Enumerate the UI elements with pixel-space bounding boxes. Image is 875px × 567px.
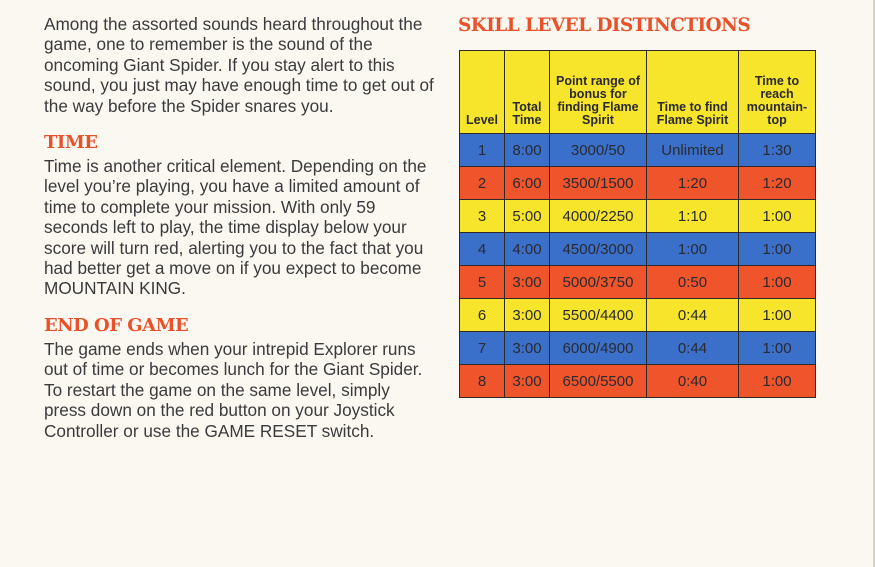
cell-point-range: 6500/5500 xyxy=(550,365,647,398)
cell-point-range: 6000/4900 xyxy=(550,332,647,365)
table-row xyxy=(460,200,816,233)
cell-time-to-reach: 1:00 xyxy=(739,332,816,365)
cell-point-range: 4500/3000 xyxy=(550,233,647,266)
cell-time-to-reach: 1:00 xyxy=(739,365,816,398)
cell-point-range: 4000/2250 xyxy=(550,200,647,233)
cell-time-to-reach: 1:00 xyxy=(739,200,816,233)
cell-point-range: 3000/50 xyxy=(550,134,647,167)
cell-time-to-reach: 1:00 xyxy=(739,266,816,299)
end-of-game-paragraph: The game ends when your intrepid Explorer runs out of time or becomes lunch for the Giant Spider. To restart the game on the same level, simply press down on the red button on your Joystick Controller or use the GAME RESET switch. xyxy=(44,338,423,441)
cell-time-to-find: 0:44 xyxy=(647,332,739,365)
end-of-game-heading: END OF GAME xyxy=(44,314,189,336)
time-heading: TIME xyxy=(44,132,98,154)
cell-total-time: 6:00 xyxy=(505,167,550,200)
table-row xyxy=(460,134,816,167)
table-row xyxy=(460,167,816,200)
cell-total-time: 3:00 xyxy=(505,332,550,365)
cell-time-to-find: Unlimited xyxy=(647,134,739,167)
skill-table-section xyxy=(459,14,816,398)
table-row xyxy=(460,365,816,398)
header-point-range: Point range of bonus for finding Flame Spirit xyxy=(550,51,647,134)
cell-total-time: 3:00 xyxy=(505,299,550,332)
cell-time-to-find: 1:00 xyxy=(647,233,739,266)
cell-total-time: 3:00 xyxy=(505,266,550,299)
time-paragraph: Time is another critical element. Depending on the level you’re playing, you have a limited amount of time to complete your mission. With only 59 seconds left to play, the time display below your score will turn red, alerting you to the fact that you had better get a move on if you expect to become MOUNTAIN KING. xyxy=(44,156,427,299)
header-time-to-reach: Time to reach mountain-top xyxy=(739,51,816,134)
header-level: Level xyxy=(460,51,505,134)
cell-level: 8 xyxy=(460,365,505,398)
intro-paragraph: Among the assorted sounds heard throughout the game, one to remember is the sound of the oncoming Giant Spider. If you stay alert to this sound, you just may have enough time to get out of the way before the Spider snares you. xyxy=(44,14,434,116)
cell-time-to-reach: 1:00 xyxy=(739,233,816,266)
cell-time-to-find: 0:40 xyxy=(647,365,739,398)
cell-time-to-reach: 1:20 xyxy=(739,167,816,200)
cell-level: 2 xyxy=(460,167,505,200)
skill-level-table xyxy=(459,50,816,398)
cell-time-to-reach: 1:00 xyxy=(739,299,816,332)
table-title: SKILL LEVEL DISTINCTIONS xyxy=(458,15,751,36)
cell-time-to-find: 0:44 xyxy=(647,299,739,332)
cell-level: 3 xyxy=(460,200,505,233)
cell-level: 4 xyxy=(460,233,505,266)
cell-time-to-reach: 1:30 xyxy=(739,134,816,167)
cell-total-time: 4:00 xyxy=(505,233,550,266)
header-time-to-find: Time to find Flame Spirit xyxy=(647,51,739,134)
text-column xyxy=(44,14,434,441)
table-row xyxy=(460,266,816,299)
cell-point-range: 3500/1500 xyxy=(550,167,647,200)
cell-total-time: 3:00 xyxy=(505,365,550,398)
cell-time-to-find: 1:20 xyxy=(647,167,739,200)
cell-level: 5 xyxy=(460,266,505,299)
header-total-time: Total Time xyxy=(505,51,550,134)
cell-total-time: 5:00 xyxy=(505,200,550,233)
cell-level: 1 xyxy=(460,134,505,167)
cell-point-range: 5000/3750 xyxy=(550,266,647,299)
cell-level: 6 xyxy=(460,299,505,332)
table-row xyxy=(460,332,816,365)
cell-level: 7 xyxy=(460,332,505,365)
cell-total-time: 8:00 xyxy=(505,134,550,167)
cell-point-range: 5500/4400 xyxy=(550,299,647,332)
cell-time-to-find: 1:10 xyxy=(647,200,739,233)
table-row xyxy=(460,299,816,332)
table-header-row xyxy=(460,51,816,134)
cell-time-to-find: 0:50 xyxy=(647,266,739,299)
table-row xyxy=(460,233,816,266)
